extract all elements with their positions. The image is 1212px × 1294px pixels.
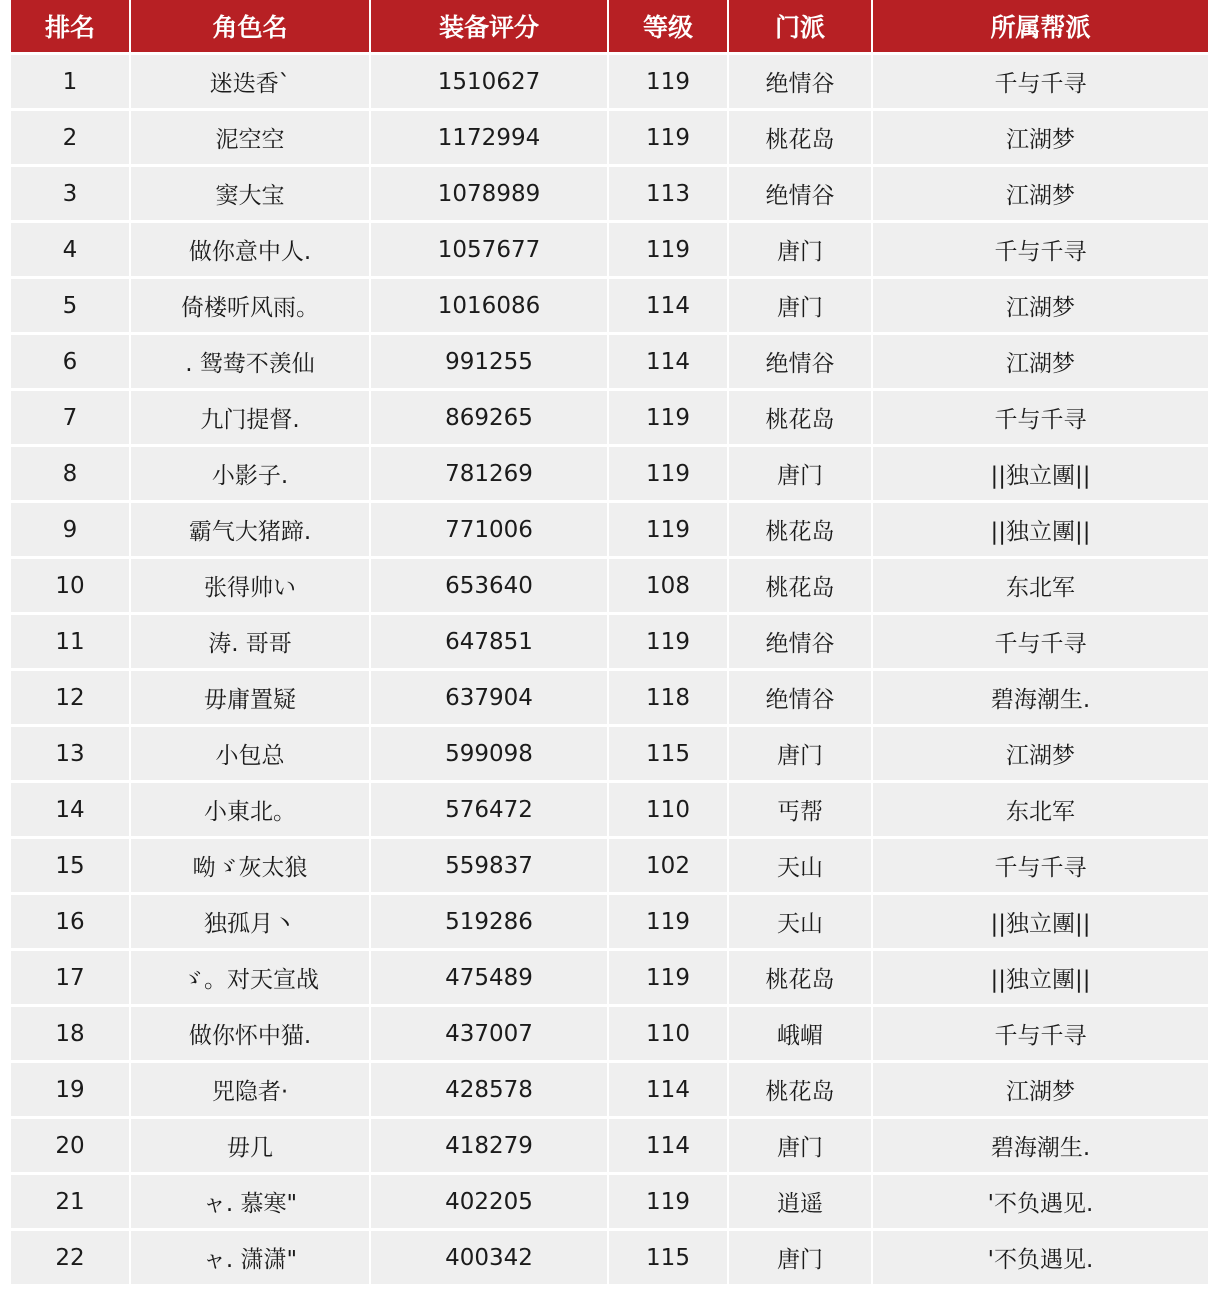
cell-level: 119: [609, 223, 729, 279]
cell-sect: 绝情谷: [729, 167, 873, 223]
header-character-name: 角色名: [131, 0, 371, 55]
cell-level: 119: [609, 615, 729, 671]
cell-guild: 千与千寻: [873, 55, 1208, 111]
cell-guild: 江湖梦: [873, 167, 1208, 223]
cell-character-name: 霸气大猪蹄.: [131, 503, 371, 559]
cell-character-name: ャ. 慕寒": [131, 1175, 371, 1231]
cell-sect: 逍遥: [729, 1175, 873, 1231]
cell-character-name: 小包总: [131, 727, 371, 783]
cell-rank: 13: [11, 727, 131, 783]
cell-guild: 千与千寻: [873, 615, 1208, 671]
cell-sect: 绝情谷: [729, 615, 873, 671]
cell-equipment-score: 437007: [371, 1007, 609, 1063]
cell-guild: 江湖梦: [873, 1063, 1208, 1119]
cell-level: 119: [609, 951, 729, 1007]
cell-equipment-score: 653640: [371, 559, 609, 615]
header-sect: 门派: [729, 0, 873, 55]
cell-sect: 桃花岛: [729, 559, 873, 615]
table-row: [11, 167, 1208, 223]
cell-level: 119: [609, 447, 729, 503]
cell-guild: ||独立團||: [873, 895, 1208, 951]
cell-equipment-score: 1510627: [371, 55, 609, 111]
cell-rank: 11: [11, 615, 131, 671]
cell-character-name: 毋几: [131, 1119, 371, 1175]
cell-equipment-score: 519286: [371, 895, 609, 951]
cell-level: 113: [609, 167, 729, 223]
cell-character-name: 做你意中人.: [131, 223, 371, 279]
cell-guild: 江湖梦: [873, 111, 1208, 167]
cell-sect: 唐门: [729, 1231, 873, 1287]
ranking-table-container: [11, 0, 1208, 1287]
cell-level: 119: [609, 111, 729, 167]
cell-sect: 峨嵋: [729, 1007, 873, 1063]
cell-sect: 唐门: [729, 279, 873, 335]
table-row: [11, 503, 1208, 559]
cell-guild: '不负遇见.: [873, 1231, 1208, 1287]
table-row: [11, 1063, 1208, 1119]
cell-character-name: . 鸳鸯不羡仙: [131, 335, 371, 391]
cell-level: 115: [609, 1231, 729, 1287]
cell-level: 119: [609, 391, 729, 447]
cell-level: 115: [609, 727, 729, 783]
cell-rank: 9: [11, 503, 131, 559]
table-row: [11, 727, 1208, 783]
cell-equipment-score: 771006: [371, 503, 609, 559]
cell-sect: 桃花岛: [729, 951, 873, 1007]
cell-sect: 桃花岛: [729, 391, 873, 447]
cell-level: 119: [609, 503, 729, 559]
cell-rank: 19: [11, 1063, 131, 1119]
cell-character-name: 兕隐者·: [131, 1063, 371, 1119]
cell-rank: 4: [11, 223, 131, 279]
cell-sect: 天山: [729, 895, 873, 951]
cell-level: 119: [609, 895, 729, 951]
cell-character-name: 窦大宝: [131, 167, 371, 223]
cell-character-name: 倚楼听风雨。: [131, 279, 371, 335]
cell-guild: 碧海潮生.: [873, 1119, 1208, 1175]
cell-character-name: ゞ。对天宣战: [131, 951, 371, 1007]
cell-character-name: 泥空空: [131, 111, 371, 167]
cell-guild: ||独立團||: [873, 503, 1208, 559]
header-rank: 排名: [11, 0, 131, 55]
cell-guild: 东北军: [873, 559, 1208, 615]
cell-level: 114: [609, 335, 729, 391]
cell-equipment-score: 991255: [371, 335, 609, 391]
cell-level: 114: [609, 279, 729, 335]
cell-rank: 16: [11, 895, 131, 951]
cell-equipment-score: 475489: [371, 951, 609, 1007]
cell-level: 114: [609, 1119, 729, 1175]
cell-character-name: 小東北。: [131, 783, 371, 839]
cell-guild: 千与千寻: [873, 391, 1208, 447]
cell-rank: 21: [11, 1175, 131, 1231]
cell-rank: 22: [11, 1231, 131, 1287]
table-row: [11, 615, 1208, 671]
cell-sect: 桃花岛: [729, 111, 873, 167]
table-row: [11, 783, 1208, 839]
cell-equipment-score: 647851: [371, 615, 609, 671]
cell-equipment-score: 1172994: [371, 111, 609, 167]
cell-equipment-score: 599098: [371, 727, 609, 783]
cell-character-name: 九门提督.: [131, 391, 371, 447]
cell-character-name: 小影子.: [131, 447, 371, 503]
cell-level: 119: [609, 1175, 729, 1231]
cell-guild: 东北军: [873, 783, 1208, 839]
cell-sect: 桃花岛: [729, 1063, 873, 1119]
cell-equipment-score: 402205: [371, 1175, 609, 1231]
table-row: [11, 671, 1208, 727]
cell-guild: 江湖梦: [873, 279, 1208, 335]
cell-equipment-score: 428578: [371, 1063, 609, 1119]
cell-character-name: ャ. 潇潇": [131, 1231, 371, 1287]
cell-sect: 天山: [729, 839, 873, 895]
table-row: [11, 951, 1208, 1007]
cell-equipment-score: 418279: [371, 1119, 609, 1175]
table-row: [11, 559, 1208, 615]
cell-equipment-score: 1057677: [371, 223, 609, 279]
cell-sect: 桃花岛: [729, 503, 873, 559]
table-row: [11, 1175, 1208, 1231]
table-row: [11, 223, 1208, 279]
table-row: [11, 391, 1208, 447]
header-guild: 所属帮派: [873, 0, 1208, 55]
header-equipment-score: 装备评分: [371, 0, 609, 55]
table-row: [11, 279, 1208, 335]
cell-equipment-score: 1016086: [371, 279, 609, 335]
cell-rank: 3: [11, 167, 131, 223]
table-row: [11, 447, 1208, 503]
cell-sect: 丐帮: [729, 783, 873, 839]
table-row: [11, 895, 1208, 951]
header-level: 等级: [609, 0, 729, 55]
cell-character-name: 做你怀中猫.: [131, 1007, 371, 1063]
cell-rank: 1: [11, 55, 131, 111]
cell-guild: 千与千寻: [873, 839, 1208, 895]
cell-level: 119: [609, 55, 729, 111]
cell-rank: 10: [11, 559, 131, 615]
cell-character-name: 涛. 哥哥: [131, 615, 371, 671]
cell-character-name: 张得帅い: [131, 559, 371, 615]
cell-rank: 8: [11, 447, 131, 503]
cell-rank: 17: [11, 951, 131, 1007]
cell-equipment-score: 869265: [371, 391, 609, 447]
cell-equipment-score: 576472: [371, 783, 609, 839]
table-row: [11, 1231, 1208, 1287]
cell-level: 118: [609, 671, 729, 727]
cell-rank: 18: [11, 1007, 131, 1063]
cell-sect: 绝情谷: [729, 55, 873, 111]
cell-equipment-score: 781269: [371, 447, 609, 503]
table-row: [11, 55, 1208, 111]
cell-sect: 唐门: [729, 1119, 873, 1175]
cell-equipment-score: 400342: [371, 1231, 609, 1287]
cell-guild: '不负遇见.: [873, 1175, 1208, 1231]
cell-sect: 唐门: [729, 223, 873, 279]
cell-level: 108: [609, 559, 729, 615]
cell-rank: 14: [11, 783, 131, 839]
table-row: [11, 111, 1208, 167]
table-row: [11, 335, 1208, 391]
cell-character-name: 迷迭香`: [131, 55, 371, 111]
cell-character-name: 呦ゞ灰太狼: [131, 839, 371, 895]
cell-guild: 碧海潮生.: [873, 671, 1208, 727]
cell-level: 110: [609, 1007, 729, 1063]
header-row: [11, 0, 1208, 55]
cell-level: 114: [609, 1063, 729, 1119]
table-row: [11, 1007, 1208, 1063]
cell-sect: 唐门: [729, 727, 873, 783]
cell-equipment-score: 637904: [371, 671, 609, 727]
cell-level: 110: [609, 783, 729, 839]
equipment-ranking-table: [11, 0, 1208, 1287]
cell-character-name: 毋庸置疑: [131, 671, 371, 727]
cell-guild: 千与千寻: [873, 1007, 1208, 1063]
cell-guild: 江湖梦: [873, 727, 1208, 783]
cell-guild: ||独立團||: [873, 951, 1208, 1007]
cell-rank: 6: [11, 335, 131, 391]
cell-character-name: 独孤月丶: [131, 895, 371, 951]
table-header: [11, 0, 1208, 55]
cell-rank: 12: [11, 671, 131, 727]
cell-rank: 7: [11, 391, 131, 447]
cell-guild: 千与千寻: [873, 223, 1208, 279]
cell-sect: 唐门: [729, 447, 873, 503]
table-row: [11, 839, 1208, 895]
cell-guild: 江湖梦: [873, 335, 1208, 391]
cell-rank: 2: [11, 111, 131, 167]
table-body: [11, 55, 1208, 1287]
cell-rank: 15: [11, 839, 131, 895]
cell-sect: 绝情谷: [729, 671, 873, 727]
cell-equipment-score: 1078989: [371, 167, 609, 223]
cell-equipment-score: 559837: [371, 839, 609, 895]
table-row: [11, 1119, 1208, 1175]
cell-sect: 绝情谷: [729, 335, 873, 391]
cell-guild: ||独立團||: [873, 447, 1208, 503]
cell-rank: 5: [11, 279, 131, 335]
cell-rank: 20: [11, 1119, 131, 1175]
cell-level: 102: [609, 839, 729, 895]
